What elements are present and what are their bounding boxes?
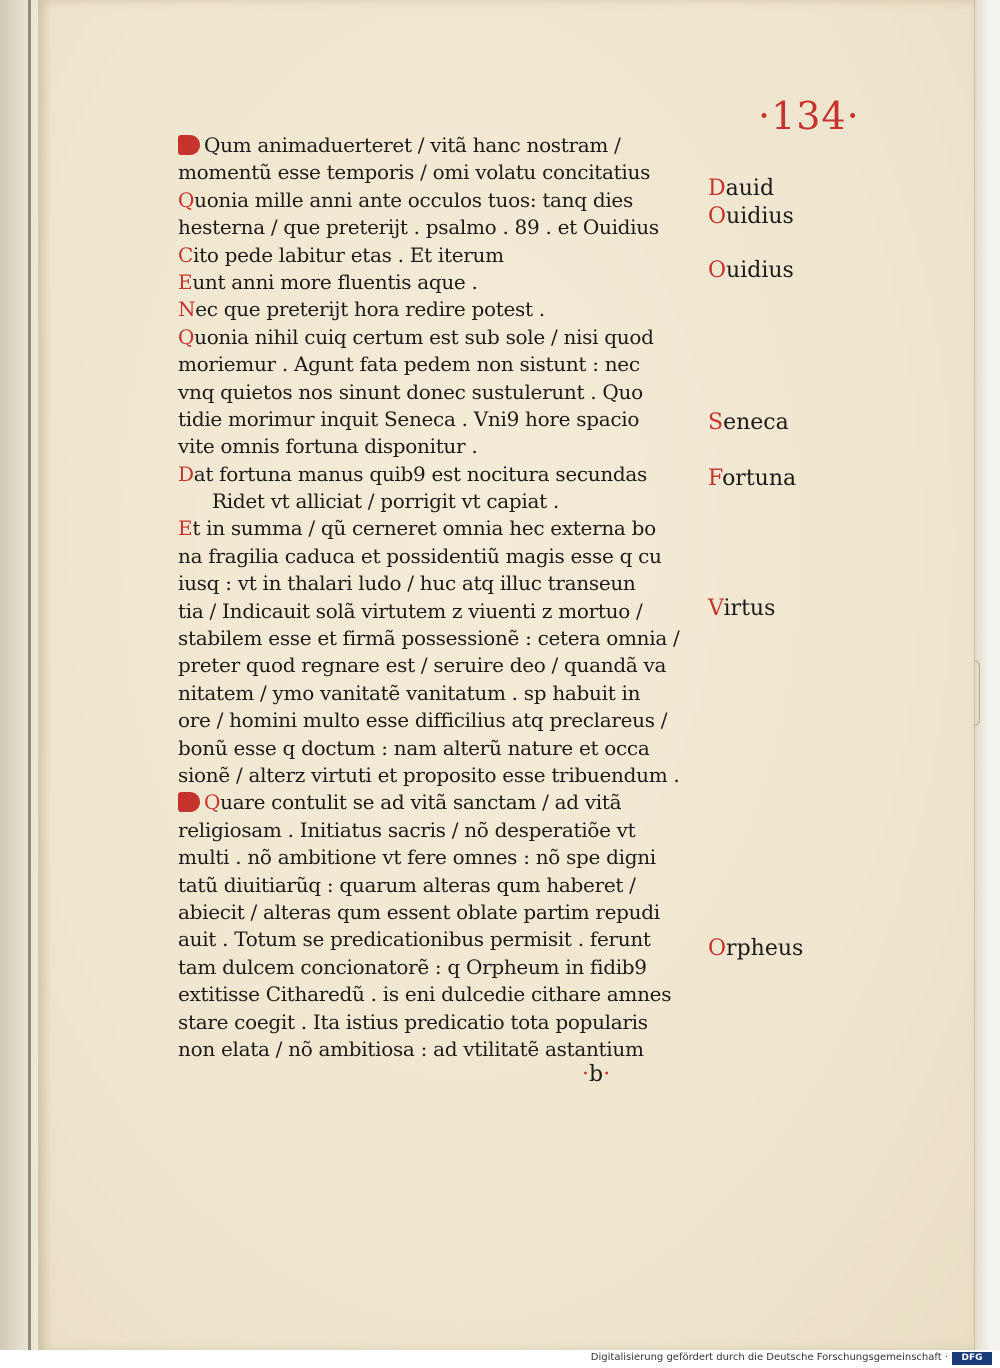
marginal-note-fortuna [708,466,796,491]
line-text: ore / homini multo esse difficilius atq preclareus / [178,708,668,733]
text-line [178,707,698,734]
text-line [178,762,698,789]
line-text: t in summa / qũ cerneret omnia hec externa bo [192,516,656,541]
rubricated-initial: Q [178,324,195,349]
text-line [178,625,698,652]
marginal-note-initial: V [708,596,724,621]
text-line [178,214,698,241]
line-text: momentũ esse temporis / omi volatu concitatius [178,160,651,185]
pilcrow-icon [178,792,200,812]
marginal-note-initial: F [708,466,723,491]
rubricated-initial: E [178,269,193,294]
text-line [178,461,698,488]
line-text: tam dulcem concionatorẽ : q Orpheum in fidib9 [178,954,647,979]
folio-number: ·134· [758,94,860,138]
text-line [178,570,698,597]
dfg-logo: DFG [952,1352,992,1365]
line-text: uonia nihil cuiq certum est sub sole / nisi quod [194,324,654,349]
marginal-note-text: ortuna [722,466,797,491]
text-line [178,872,698,899]
line-text: stabilem esse et firmã possessionẽ : cetera omnia / [178,626,680,651]
marginal-note-text: irtus [723,596,776,621]
marginal-note-ouidius [708,204,794,229]
line-text: multi . nõ ambitione vt fere omnes : nõ spe digni [178,845,656,870]
text-line [178,515,698,542]
text-line [178,1036,698,1063]
text-line [178,817,698,844]
rubricated-initial: Q [178,187,195,212]
text-line [178,789,698,816]
marginal-note-seneca [708,410,789,435]
marginal-note-initial: O [708,258,727,283]
text-line [178,379,698,406]
line-text: tidie morimur inquit Seneca . Vni9 hore spacio [178,406,640,431]
line-text: moriemur . Agunt fata pedem non sistunt : nec [178,352,640,377]
line-text: na fragilia caduca et possidentiũ magis esse q cu [178,543,662,568]
binding-edge [28,0,31,1350]
marginal-note-virtus [708,596,775,621]
marginal-note-initial: D [708,176,726,201]
marginal-note-david [708,176,774,201]
line-text: sionẽ / alterz virtuti et proposito esse tribuendum . [178,762,680,787]
text-line [178,899,698,926]
text-line [178,159,698,186]
marginal-note-text: eneca [723,410,789,435]
rubricated-initial: E [178,516,193,541]
text-line [178,652,698,679]
line-text: ec que preterijt hora redire potest . [195,297,545,322]
line-text: preter quod regnare est / seruire deo / quandã va [178,653,667,678]
text-line [178,598,698,625]
line-text: hesterna / que preterijt . psalmo . 89 . et Ouidius [178,215,659,240]
rubricated-initial: Q [204,790,221,815]
book-gutter [0,0,40,1350]
line-text: tatũ diuitiarũq : quarum alteras qum haberet / [178,872,636,897]
marginal-note-text: uidius [726,258,794,283]
line-text: at fortuna manus quib9 est nocitura secundas [193,461,648,486]
marginal-note-ouidius-2 [708,258,794,283]
signature-dot-right: · [603,1062,611,1087]
text-line [178,488,698,515]
pilcrow-icon [178,135,200,155]
line-text: vite omnis fortuna disponitur . [178,434,478,459]
text-line [178,680,698,707]
line-text: nitatem / ymo vanitatẽ vanitatum . sp habuit in [178,680,641,705]
text-line [178,351,698,378]
line-text: uonia mille anni ante occulos tuos: tanq dies [194,187,633,212]
line-text: stare coegit . Ita istius predicatio tota popularis [178,1009,648,1034]
marginal-note-initial: O [708,936,727,961]
footer-bar [0,1350,1000,1368]
text-line [178,735,698,762]
line-text: ito pede labitur etas . Et iterum [193,242,504,267]
text-line [178,954,698,981]
line-text: iusq : vt in thalari ludo / huc atq illuc transeun [178,571,636,596]
line-text: Ridet vt alliciat / porrigit vt capiat . [212,489,559,514]
text-line [178,242,698,269]
line-text: unt anni more fluentis aque . [192,269,478,294]
marginal-note-orpheus [708,936,803,961]
text-line [178,406,698,433]
footer-credit: Digitalisierung gefördert durch die Deutsche Forschungsgemeinschaft · [590,1352,948,1363]
text-line [178,844,698,871]
marginal-note-text: rpheus [726,936,804,961]
signature-mark [582,1062,610,1087]
signature-letter: b [589,1062,604,1087]
body-text-block [178,132,698,1063]
line-text: bonũ esse q doctum : nam alterũ nature et occa [178,735,650,760]
marginal-note-initial: O [708,204,727,229]
line-text: extitisse Citharedũ . is eni dulcedie cithare amnes [178,982,672,1007]
rubricated-initial: D [178,461,194,486]
text-line [178,981,698,1008]
text-line [178,543,698,570]
rubricated-initial: N [178,297,196,322]
text-line [178,433,698,460]
text-line [178,187,698,214]
line-text: tia / Indicauit solã virtutem z viuenti z mortuo / [178,598,643,623]
line-text: Qum animaduerteret / vitã hanc nostram / [204,133,621,157]
line-text: uare contulit se ad vitã sanctam / ad vitã [220,790,622,815]
text-line [178,324,698,351]
text-line [178,1009,698,1036]
rubricated-initial: C [178,242,194,267]
line-text: religiosam . Initiatus sacris / nõ desperatiõe vt [178,817,636,842]
text-line [178,269,698,296]
marginal-note-text: uidius [726,204,794,229]
signature-dot-left: · [582,1062,589,1087]
line-text: vnq quietos nos sinunt donec sustulerunt . Quo [178,379,643,404]
text-line [178,132,698,159]
marginal-note-initial: S [708,410,724,435]
text-line [178,296,698,323]
line-text: non elata / nõ ambitiosa : ad vtilitatẽ astantium [178,1036,644,1061]
marginal-note-text: auid [725,176,775,201]
line-text: abiecit / alteras qum essent oblate partim repudi [178,899,660,924]
line-text: auit . Totum se predicationibus permisit . ferunt [178,927,651,952]
text-line [178,926,698,953]
